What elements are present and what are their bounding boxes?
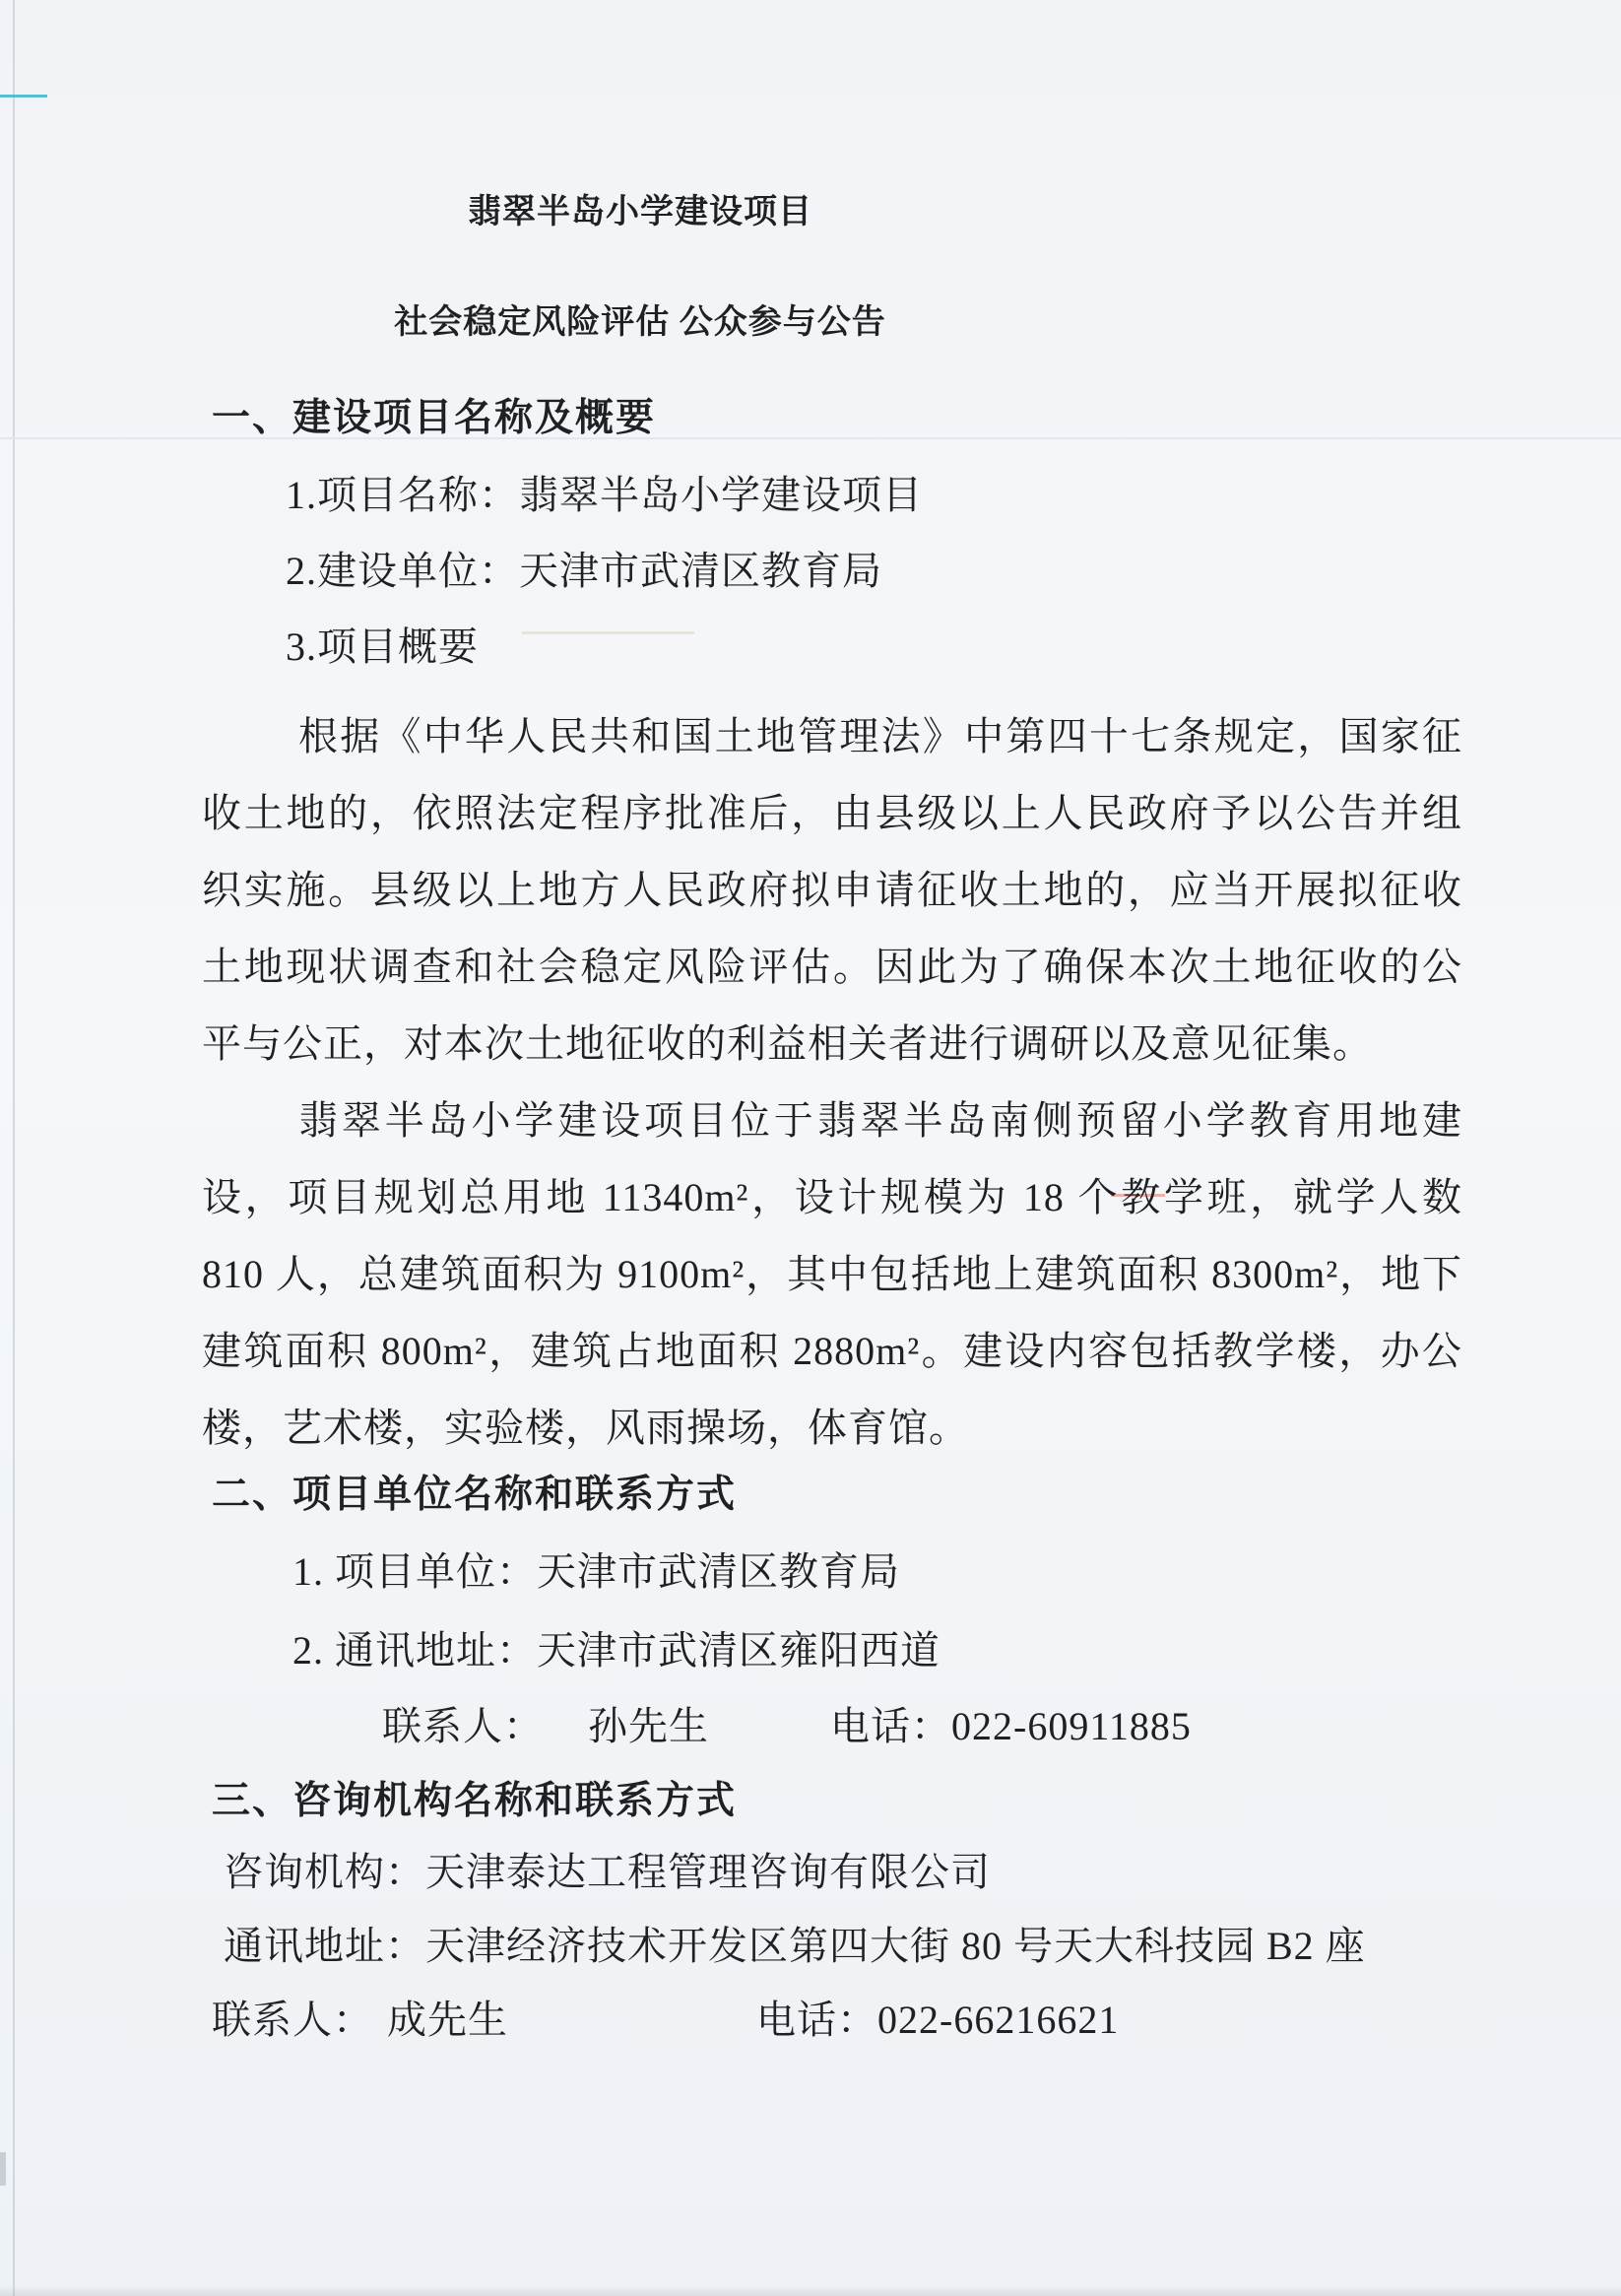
paragraph-line: 土地现状调查和社会稳定风险评估。因此为了确保本次土地征收的公 <box>202 945 1462 989</box>
paragraph-line: 楼，艺术楼，实验楼，风雨操场，体育馆。 <box>202 1406 969 1450</box>
section3-lines <box>202 1848 1462 1971</box>
paragraph-line: 建筑面积 800m²，建筑占地面积 2880m²。建设内容包括教学楼，办公 <box>202 1329 1462 1373</box>
document-content <box>202 0 1462 2045</box>
section1-item-project-name: 1.项目名称：翡翠半岛小学建设项目 <box>286 473 923 517</box>
title-block <box>202 189 1078 347</box>
contact-label: 联系人： <box>382 1704 544 1748</box>
section3-contact-person <box>212 1996 756 2045</box>
contact-name: 孙先生 <box>588 1704 709 1748</box>
contact-name: 成先生 <box>387 1998 508 2042</box>
section1-item-project-summary: 3.项目概要 <box>286 624 479 669</box>
section1-items <box>202 471 1462 672</box>
scan-corner-speck <box>0 2152 6 2186</box>
section2-contact-person <box>382 1702 830 1751</box>
paragraph-legal-basis <box>202 698 1462 1082</box>
paragraph-line: 810 人，总建筑面积为 9100m²，其中包括地上建筑面积 8300m²，地下 <box>202 1252 1462 1296</box>
document-subtitle: 社会稳定风险评估 公众参与公告 <box>394 304 886 341</box>
contact-label: 联系人： <box>212 1998 373 2042</box>
section3-mailing-address: 通讯地址：天津经济技术开发区第四大街 80 号天大科技园 B2 座 <box>224 1924 1366 1968</box>
section3-contact-row <box>212 1996 1462 2045</box>
paragraph-line: 平与公正，对本次土地征收的利益相关者进行调研以及意见征集。 <box>202 1021 1373 1066</box>
paragraph-line: 根据《中华人民共和国土地管理法》中第四十七条规定，国家征 <box>298 714 1462 758</box>
document-title: 翡翠半岛小学建设项目 <box>468 194 812 230</box>
section1-item-construction-unit: 2.建设单位：天津市武清区教育局 <box>286 549 882 593</box>
section2-item-mailing-address: 2. 通讯地址：天津市武清区雍阳西道 <box>292 1628 940 1673</box>
paragraph-project-details <box>202 1082 1462 1467</box>
section2-contact-phone: 电话：022-60911885 <box>830 1704 1192 1748</box>
section2-contact-row <box>382 1702 1462 1751</box>
paragraph-line: 收土地的，依照法定程序批准后，由县级以上人民政府予以公告并组 <box>202 791 1462 835</box>
section2-items <box>202 1547 1462 1675</box>
section2-item-project-unit: 1. 项目单位：天津市武清区教育局 <box>292 1549 900 1594</box>
section1-heading: 一、建设项目名称及概要 <box>212 397 657 439</box>
scan-bottom-shade <box>0 2286 1621 2296</box>
scan-cyan-mark <box>0 95 47 98</box>
section2-heading: 二、项目单位名称和联系方式 <box>212 1474 738 1516</box>
section3-consulting-agency: 咨询机构：天津泰达工程管理咨询有限公司 <box>224 1850 991 1894</box>
section3-contact-phone: 电话：022-66216621 <box>756 1998 1120 2042</box>
paragraph-line: 织实施。县级以上地方人民政府拟申请征收土地的，应当开展拟征收 <box>202 868 1462 912</box>
section3-heading: 三、咨询机构名称和联系方式 <box>212 1780 738 1822</box>
paragraph-line: 设，项目规划总用地 11340m²，设计规模为 18 个教学班，就学人数 <box>202 1175 1462 1219</box>
scan-edge-line <box>13 0 15 2296</box>
paragraph-line: 翡翠半岛小学建设项目位于翡翠半岛南侧预留小学教育用地建 <box>298 1098 1462 1143</box>
